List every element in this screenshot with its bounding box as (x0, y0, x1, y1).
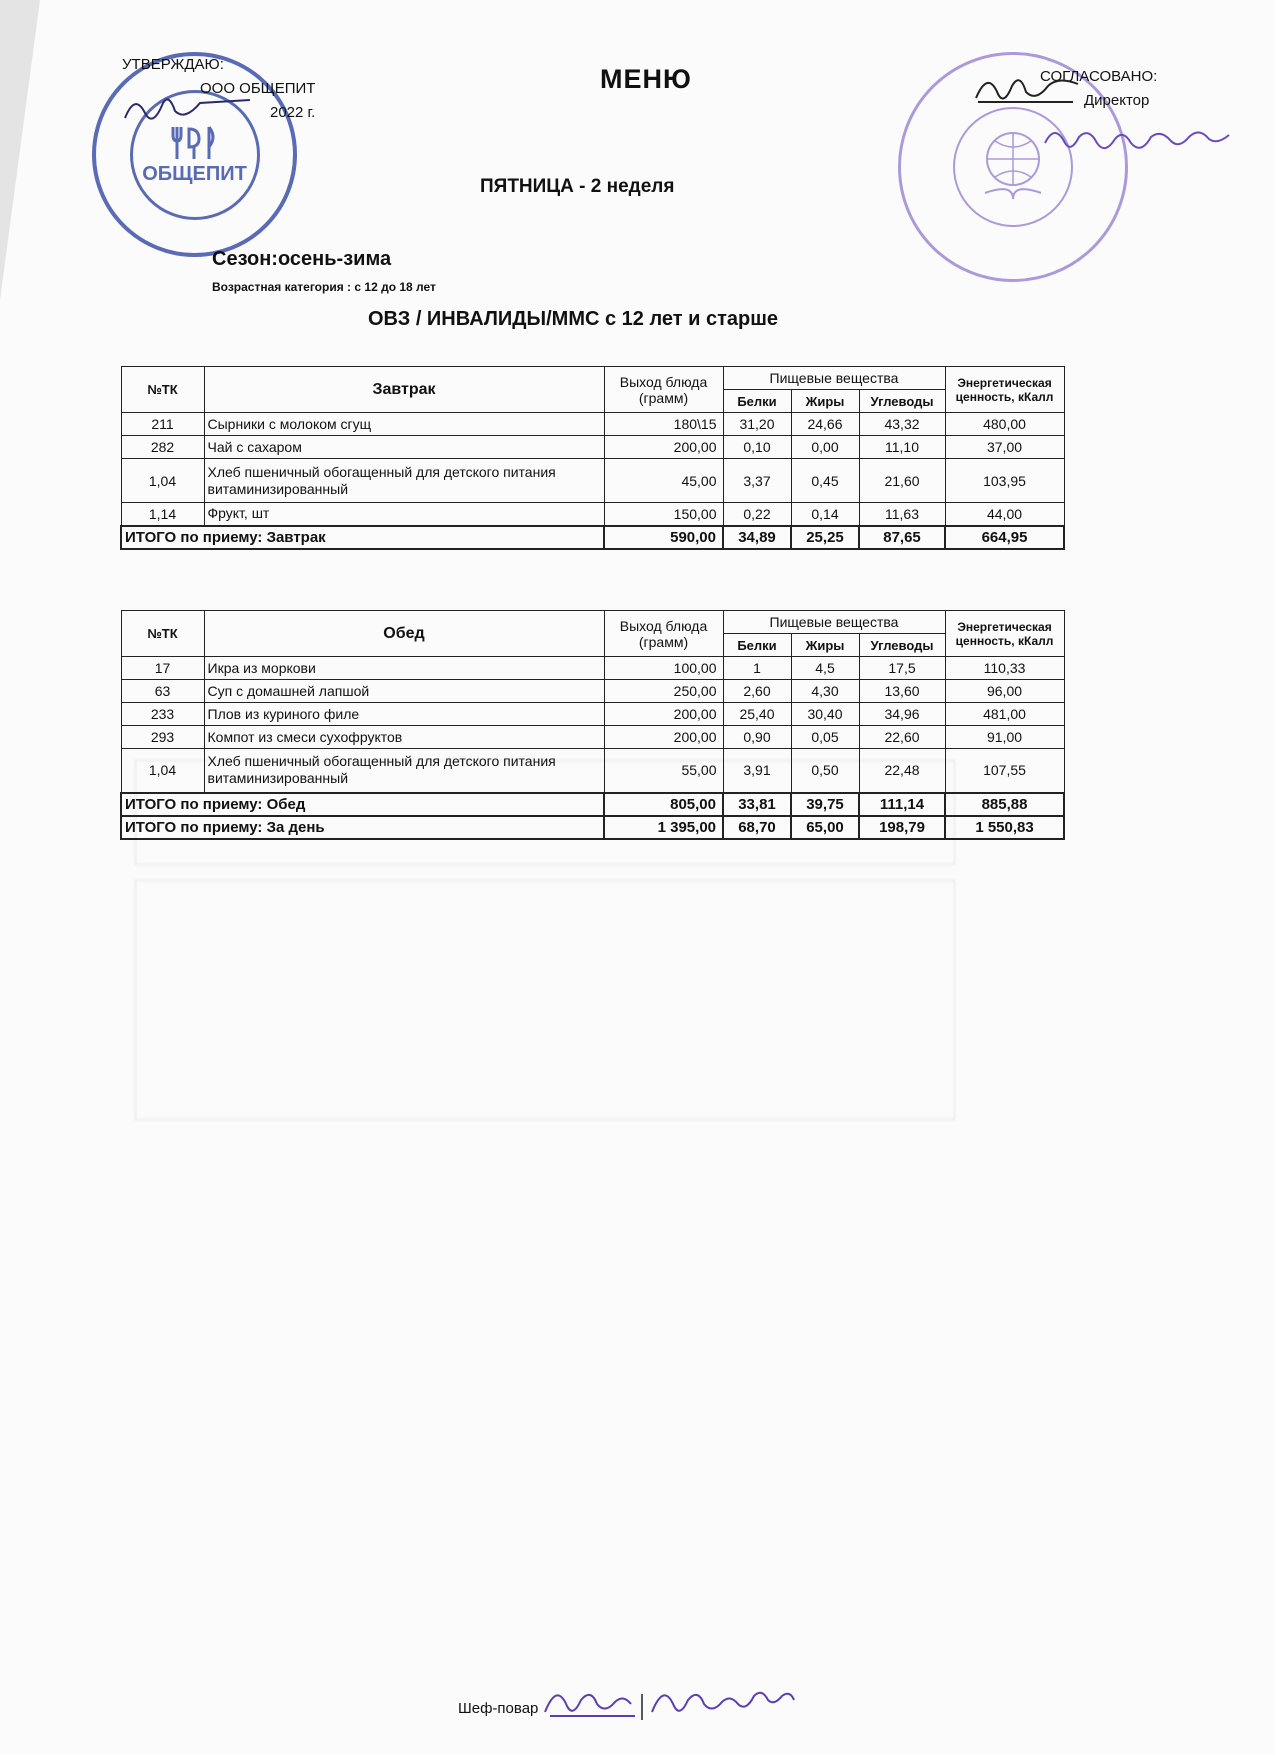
row-fat: 4,5 (791, 657, 859, 680)
row-protein: 2,60 (723, 680, 791, 703)
row-carbs: 34,96 (859, 703, 945, 726)
row-num: 282 (121, 436, 204, 459)
row-carbs: 11,63 (859, 503, 945, 526)
row-name: Хлеб пшеничный обогащенный для детского питания витаминизированный (204, 749, 604, 793)
row-energy: 44,00 (945, 503, 1064, 526)
row-name: Суп с домашней лапшой (204, 680, 604, 703)
total-row (121, 793, 1064, 816)
col-fat: Жиры (791, 390, 859, 413)
bleed-through-table (135, 880, 955, 1120)
col-nutrients: Пищевые вещества (723, 367, 945, 390)
col-num: №ТК (121, 367, 204, 413)
col-protein: Белки (723, 634, 791, 657)
row-energy: 481,00 (945, 703, 1064, 726)
row-fat: 0,14 (791, 503, 859, 526)
day-total-fat: 65,00 (791, 816, 859, 839)
row-name: Фрукт, шт (204, 503, 604, 526)
approve-label: УТВЕРЖДАЮ: (122, 56, 224, 73)
meal-name: Обед (204, 611, 604, 657)
row-name: Икра из моркови (204, 657, 604, 680)
row-yield: 150,00 (604, 503, 723, 526)
row-num: 211 (121, 413, 204, 436)
col-carbs: Углеводы (859, 390, 945, 413)
col-num: №ТК (121, 611, 204, 657)
row-energy: 107,55 (945, 749, 1064, 793)
total-label: ИТОГО по приему: Завтрак (121, 526, 604, 549)
row-yield: 180\15 (604, 413, 723, 436)
chef-signature (540, 1680, 820, 1724)
director-name-script (1040, 118, 1240, 158)
page-fold-shadow (0, 0, 40, 300)
row-num: 1,04 (121, 459, 204, 503)
row-fat: 0,50 (791, 749, 859, 793)
table-row (121, 657, 1064, 680)
table-row (121, 503, 1064, 526)
table-row (121, 436, 1064, 459)
row-yield: 200,00 (604, 703, 723, 726)
age-category: Возрастная категория : с 12 до 18 лет (212, 280, 436, 294)
day-total-carbs: 198,79 (859, 816, 945, 839)
row-protein: 31,20 (723, 413, 791, 436)
total-yield: 805,00 (604, 793, 723, 816)
row-carbs: 13,60 (859, 680, 945, 703)
chef-label: Шеф-повар (458, 1700, 539, 1717)
row-yield: 200,00 (604, 726, 723, 749)
approve-org: ООО ОБЩЕПИТ (200, 80, 316, 97)
total-energy: 664,95 (945, 526, 1064, 549)
row-num: 1,04 (121, 749, 204, 793)
total-carbs: 87,65 (859, 526, 945, 549)
row-protein: 0,10 (723, 436, 791, 459)
row-yield: 250,00 (604, 680, 723, 703)
row-name: Хлеб пшеничный обогащенный для детского питания витаминизированный (204, 459, 604, 503)
row-protein: 1 (723, 657, 791, 680)
col-yield: Выход блюда (грамм) (604, 367, 723, 413)
stamp-text: ОБЩЕПИТ (142, 163, 247, 185)
table-row (121, 413, 1064, 436)
row-energy: 96,00 (945, 680, 1064, 703)
col-energy: Энергетическая ценность, кКалл (945, 367, 1064, 413)
row-fat: 0,45 (791, 459, 859, 503)
total-energy: 885,88 (945, 793, 1064, 816)
group-title: ОВЗ / ИНВАЛИДЫ/ММС с 12 лет и старше (368, 308, 779, 330)
total-fat: 39,75 (791, 793, 859, 816)
row-fat: 30,40 (791, 703, 859, 726)
approve-date: 2022 г. (270, 104, 316, 121)
col-protein: Белки (723, 390, 791, 413)
day-total-yield: 1 395,00 (604, 816, 723, 839)
row-carbs: 22,48 (859, 749, 945, 793)
agreed-role: Директор (1084, 92, 1150, 109)
row-yield: 45,00 (604, 459, 723, 503)
row-fat: 0,00 (791, 436, 859, 459)
table-row (121, 680, 1064, 703)
total-protein: 33,81 (723, 793, 791, 816)
total-fat: 25,25 (791, 526, 859, 549)
row-name: Компот из смеси сухофруктов (204, 726, 604, 749)
total-protein: 34,89 (723, 526, 791, 549)
row-energy: 480,00 (945, 413, 1064, 436)
breakfast-table (120, 366, 1065, 550)
agreed-label: СОГЛАСОВАНО: (1040, 68, 1158, 85)
row-num: 293 (121, 726, 204, 749)
col-yield: Выход блюда (грамм) (604, 611, 723, 657)
row-num: 1,14 (121, 503, 204, 526)
row-yield: 100,00 (604, 657, 723, 680)
row-num: 233 (121, 703, 204, 726)
day-total-row (121, 816, 1064, 839)
row-energy: 37,00 (945, 436, 1064, 459)
lunch-table (120, 610, 1065, 840)
row-energy: 110,33 (945, 657, 1064, 680)
day-total-energy: 1 550,83 (945, 816, 1064, 839)
row-protein: 0,22 (723, 503, 791, 526)
row-num: 63 (121, 680, 204, 703)
day-title: ПЯТНИЦА - 2 неделя (480, 176, 675, 197)
total-row (121, 526, 1064, 549)
row-yield: 200,00 (604, 436, 723, 459)
col-nutrients: Пищевые вещества (723, 611, 945, 634)
total-yield: 590,00 (604, 526, 723, 549)
row-carbs: 11,10 (859, 436, 945, 459)
col-fat: Жиры (791, 634, 859, 657)
row-fat: 0,05 (791, 726, 859, 749)
row-carbs: 22,60 (859, 726, 945, 749)
row-energy: 103,95 (945, 459, 1064, 503)
day-total-label: ИТОГО по приему: За день (121, 816, 604, 839)
row-protein: 25,40 (723, 703, 791, 726)
row-carbs: 17,5 (859, 657, 945, 680)
cutlery-icon (165, 123, 225, 163)
row-energy: 91,00 (945, 726, 1064, 749)
row-protein: 3,37 (723, 459, 791, 503)
table-row (121, 703, 1064, 726)
table-header-row (121, 611, 1064, 634)
table-row (121, 459, 1064, 503)
row-num: 17 (121, 657, 204, 680)
meal-name: Завтрак (204, 367, 604, 413)
row-yield: 55,00 (604, 749, 723, 793)
row-protein: 0,90 (723, 726, 791, 749)
table-row (121, 749, 1064, 793)
col-energy: Энергетическая ценность, кКалл (945, 611, 1064, 657)
page-title: МЕНЮ (600, 64, 692, 94)
row-name: Плов из куриного филе (204, 703, 604, 726)
total-label: ИТОГО по приему: Обед (121, 793, 604, 816)
approver-signature (120, 88, 260, 128)
row-name: Сырники с молоком сгущ (204, 413, 604, 436)
row-carbs: 21,60 (859, 459, 945, 503)
row-fat: 24,66 (791, 413, 859, 436)
row-name: Чай с сахаром (204, 436, 604, 459)
total-carbs: 111,14 (859, 793, 945, 816)
table-header-row (121, 367, 1064, 390)
table-row (121, 726, 1064, 749)
row-carbs: 43,32 (859, 413, 945, 436)
col-carbs: Углеводы (859, 634, 945, 657)
row-fat: 4,30 (791, 680, 859, 703)
row-protein: 3,91 (723, 749, 791, 793)
day-total-protein: 68,70 (723, 816, 791, 839)
season-label: Сезон:осень-зима (212, 248, 392, 270)
director-signature (968, 68, 1088, 108)
